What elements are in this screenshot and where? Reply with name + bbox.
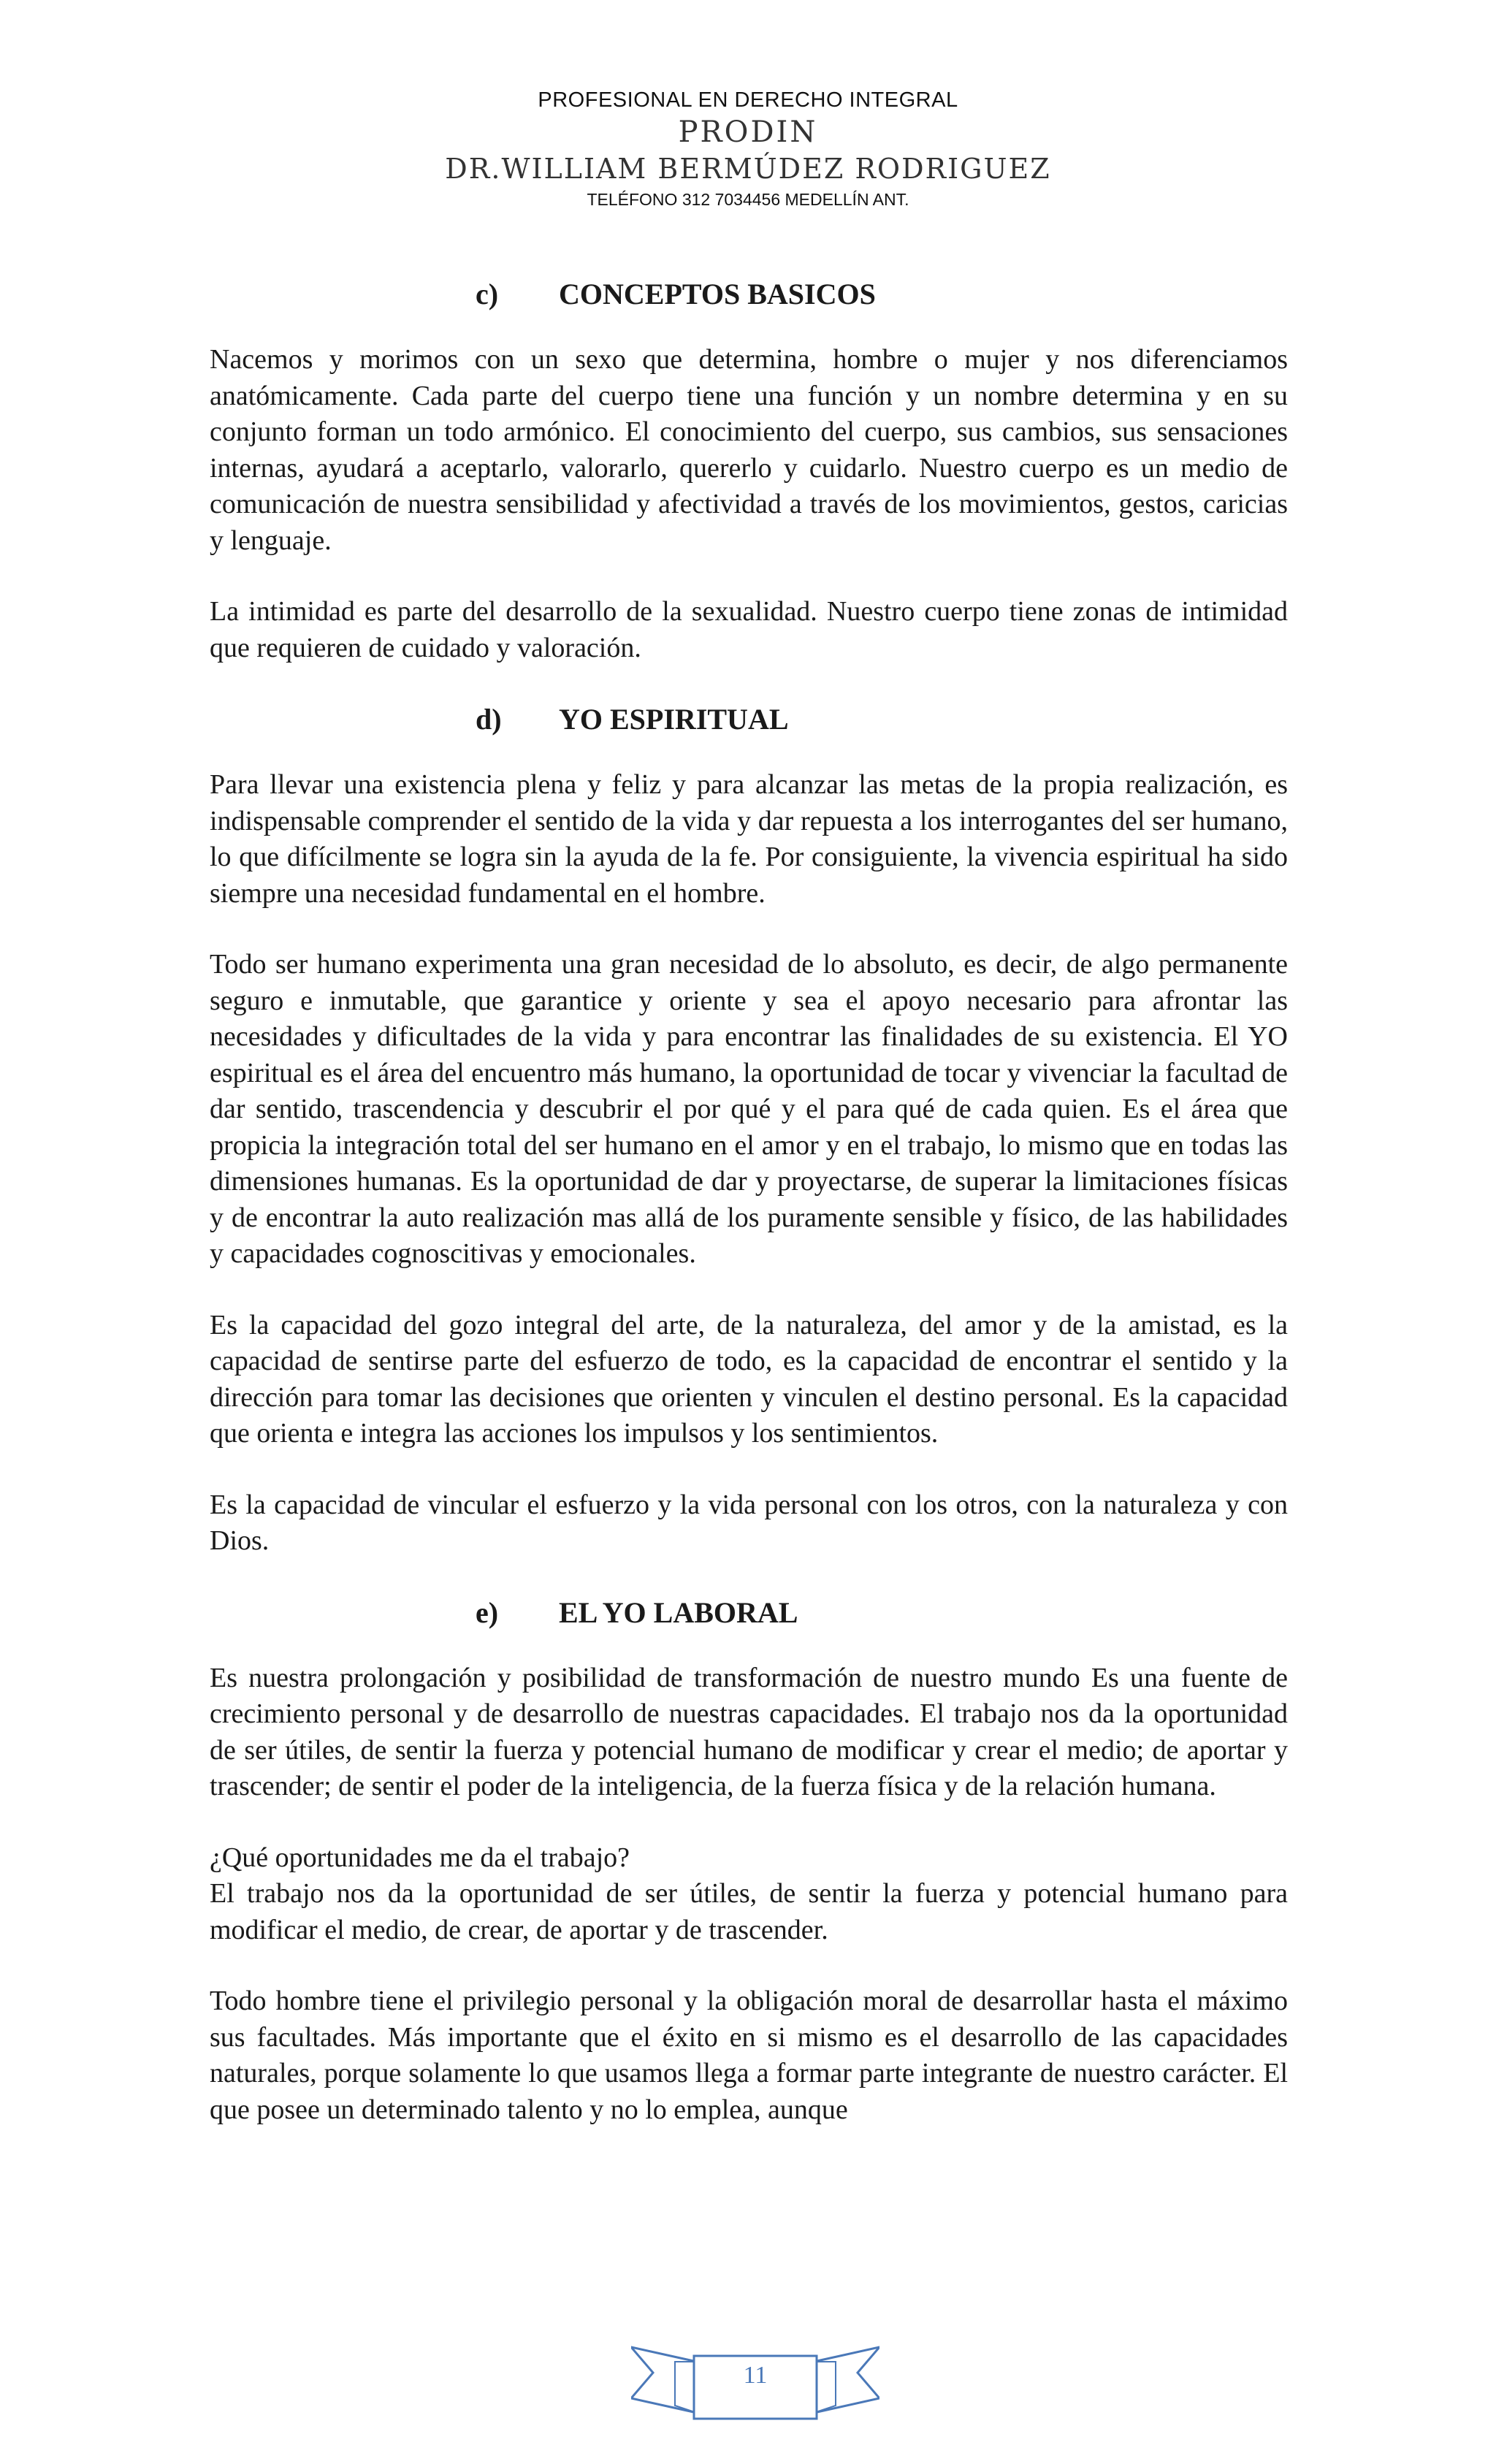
page-number: 11	[743, 2362, 768, 2389]
paragraph: Para llevar una existencia plena y feliz y para alcanzar las metas de la propia realización, es indispensable comprender el sentido de la vida y dar repuesta a los interrogantes del ser humano, lo que difícilmente se logra sin la ayuda de la fe. Por consiguiente, la vivencia espiritual ha sido siempre una necesidad fundamental en el hombre.	[210, 769, 1288, 909]
section-heading-conceptos-basicos	[210, 276, 1288, 313]
paragraph: La intimidad es parte del desarrollo de la sexualidad. Nuestro cuerpo tiene zonas de intimidad que requieren de cuidado y valoración.	[210, 596, 1288, 663]
paragraph: Es nuestra prolongación y posibilidad de transformación de nuestro mundo Es una fuente de crecimiento personal y de desarrollo de nuestras capacidades. El trabajo nos da la oportunidad de ser útiles, de sentir la fuerza y potencial humano de modificar y crear el medio; de aportar y trascender; de sentir el poder de la inteligencia, de la fuerza física y de la relación humana.	[210, 1662, 1288, 1801]
section-letter: c)	[476, 278, 499, 310]
header-brand: PRODIN	[678, 115, 818, 149]
paragraph: El trabajo nos da la oportunidad de ser útiles, de sentir la fuerza y potencial humano para modificar el medio, de crear, de aportar y de trascender.	[210, 1878, 1288, 1945]
header-phone: TELÉFONO 312 7034456 MEDELLÍN ANT.	[587, 190, 909, 209]
paragraph: Nacemos y morimos con un sexo que determina, hombre o mujer y nos diferenciamos anatómicamente. Cada parte del cuerpo tiene una función y un nombre determina y en su conjunto forman un todo armónico. El conocimiento del cuerpo, sus cambios, sus sensaciones internas, ayudará a aceptarlo, valorarlo, quererlo y cuidarlo. Nuestro cuerpo es un medio de comunicación de nuestra sensibilidad y afectividad a través de los movimientos, gestos, caricias y lenguaje.	[210, 344, 1288, 556]
document-body	[210, 276, 1288, 2163]
question-line: ¿Qué oportunidades me da el trabajo?	[210, 1842, 630, 1873]
paragraph: Es la capacidad de vincular el esfuerzo y la vida personal con los otros, con la naturaleza y con Dios.	[210, 1489, 1288, 1556]
paragraph: Todo hombre tiene el privilegio personal y la obligación moral de desarrollar hasta el máximo sus facultades. Más importante que el éxito en si mismo es el desarrollo de las capacidades naturales, porque solamente lo que usamos llega a formar parte integrante de nuestro carácter. El que posee un determinado talento y no lo emplea, aunque	[210, 1986, 1288, 2125]
header-profession: PROFESIONAL EN DERECHO INTEGRAL	[538, 88, 958, 112]
section-title: YO ESPIRITUAL	[559, 703, 789, 736]
section-heading-yo-espiritual	[210, 701, 1288, 738]
section-heading-yo-laboral	[210, 1595, 1288, 1631]
header-author: DR.WILLIAM BERMÚDEZ RODRIGUEZ	[445, 153, 1051, 185]
paragraph: Todo ser humano experimenta una gran necesidad de lo absoluto, es decir, de algo permanente seguro e inmutable, que garantice y oriente y sea el apoyo necesario para afrontar las necesidades y dificultades de la vida y para encontrar las finalidades de su existencia. El YO espiritual es el área del encuentro más humano, la oportunidad de tocar y vivenciar la facultad de dar sentido, trascendencia y descubrir el por qué y el para qué de cada quien. Es el área que propicia la integración total del ser humano en el amor y en el trabajo, lo mismo que en todas las dimensiones humanas. Es la oportunidad de dar y proyectarse, de superar la limitaciones físicas y de encontrar la auto realización mas allá de los puramente sensible y físico, de las habilidades y capacidades cognoscitivas y emocionales.	[210, 949, 1288, 1269]
page-header	[0, 86, 1496, 212]
section-title: EL YO LABORAL	[559, 1595, 798, 1629]
section-letter: e)	[476, 1595, 499, 1629]
section-title: CONCEPTOS BASICOS	[559, 278, 876, 310]
page-footer	[631, 2341, 879, 2429]
paragraph: Es la capacidad del gozo integral del arte, de la naturaleza, del amor y de la amistad, es la capacidad de sentirse parte del esfuerzo de todo, es la capacidad de encontrar el sentido y la dirección para tomar las decisiones que orienten y vinculen el destino personal. Es la capacidad que orienta e integra las acciones los impulsos y los sentimientos.	[210, 1309, 1288, 1449]
section-letter: d)	[476, 703, 502, 736]
